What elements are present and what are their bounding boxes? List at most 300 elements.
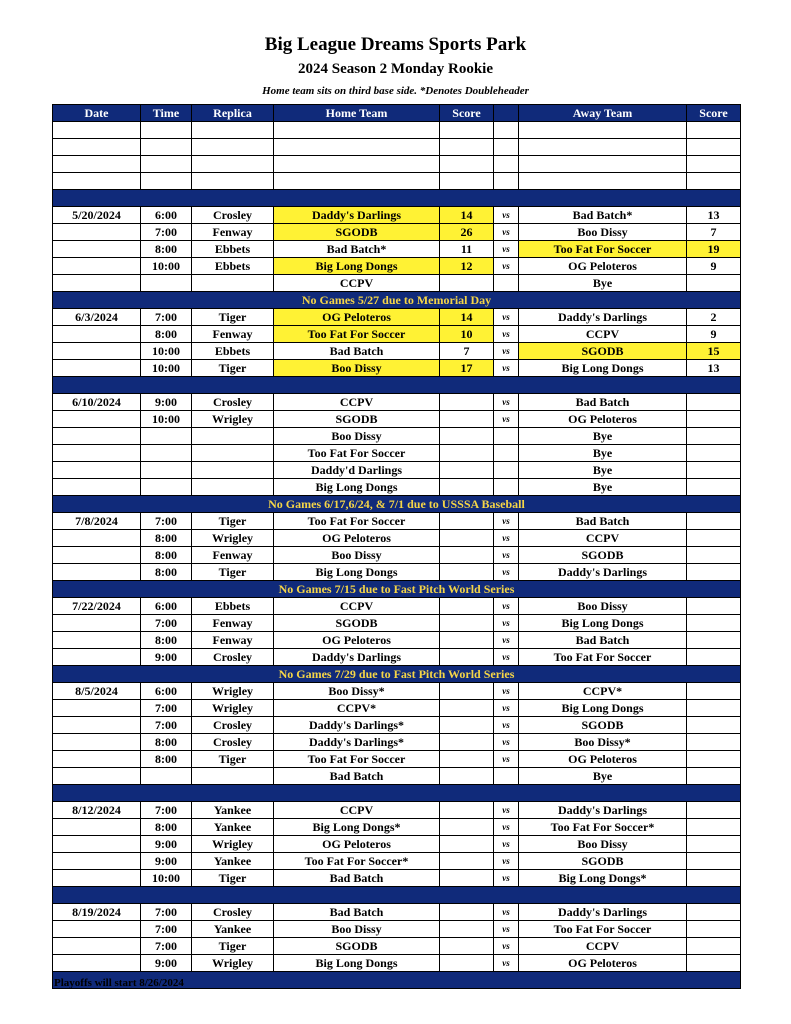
away-team-cell: Boo Dissy* <box>519 734 687 751</box>
date-cell <box>53 955 141 972</box>
away-score-cell <box>687 802 741 819</box>
vs-cell <box>494 428 519 445</box>
date-cell <box>53 700 141 717</box>
away-team-cell: CCPV <box>519 938 687 955</box>
away-team-cell: SGODB <box>519 547 687 564</box>
blank-row <box>53 173 741 190</box>
blank-cell <box>494 139 519 156</box>
time-cell: 10:00 <box>141 411 192 428</box>
vs-cell: vs <box>494 734 519 751</box>
home-team-cell: OG Peloteros <box>274 530 440 547</box>
vs-cell: vs <box>494 598 519 615</box>
time-cell: 10:00 <box>141 343 192 360</box>
time-cell: 8:00 <box>141 564 192 581</box>
game-row <box>53 683 741 700</box>
away-score-cell <box>687 870 741 887</box>
game-row <box>53 938 741 955</box>
home-team-cell: Bad Batch <box>274 904 440 921</box>
away-score-cell <box>687 904 741 921</box>
game-row <box>53 853 741 870</box>
blank-cell <box>687 122 741 139</box>
date-cell: 8/19/2024 <box>53 904 141 921</box>
away-score-cell: 7 <box>687 224 741 241</box>
away-team-cell: OG Peloteros <box>519 751 687 768</box>
replica-cell: Ebbets <box>192 241 274 258</box>
replica-cell <box>192 445 274 462</box>
replica-cell: Fenway <box>192 547 274 564</box>
vs-cell: vs <box>494 547 519 564</box>
section-band <box>53 496 741 513</box>
time-cell: 7:00 <box>141 802 192 819</box>
vs-cell: vs <box>494 717 519 734</box>
col-header-away-score: Score <box>687 105 741 122</box>
home-score-cell <box>440 632 494 649</box>
blank-row <box>53 122 741 139</box>
date-cell: 6/3/2024 <box>53 309 141 326</box>
date-cell <box>53 921 141 938</box>
blank-cell <box>192 173 274 190</box>
game-row <box>53 207 741 224</box>
home-team-cell: Bad Batch <box>274 870 440 887</box>
vs-cell <box>494 768 519 785</box>
replica-cell: Crosley <box>192 904 274 921</box>
home-score-cell <box>440 564 494 581</box>
replica-cell: Ebbets <box>192 258 274 275</box>
home-score-cell: 11 <box>440 241 494 258</box>
replica-cell: Yankee <box>192 802 274 819</box>
date-cell <box>53 938 141 955</box>
away-score-cell <box>687 836 741 853</box>
away-score-cell <box>687 462 741 479</box>
home-score-cell <box>440 649 494 666</box>
away-team-cell: Bye <box>519 445 687 462</box>
game-row <box>53 632 741 649</box>
home-score-cell <box>440 445 494 462</box>
blank-cell <box>53 139 141 156</box>
vs-cell: vs <box>494 258 519 275</box>
date-cell <box>53 547 141 564</box>
home-score-cell: 26 <box>440 224 494 241</box>
home-team-cell: SGODB <box>274 411 440 428</box>
date-cell <box>53 717 141 734</box>
home-score-cell <box>440 836 494 853</box>
away-score-cell: 9 <box>687 326 741 343</box>
away-team-cell: Boo Dissy <box>519 836 687 853</box>
time-cell: 9:00 <box>141 836 192 853</box>
replica-cell: Fenway <box>192 224 274 241</box>
home-score-cell <box>440 819 494 836</box>
date-cell <box>53 530 141 547</box>
game-row <box>53 955 741 972</box>
date-cell <box>53 326 141 343</box>
away-score-cell <box>687 768 741 785</box>
blank-cell <box>274 173 440 190</box>
col-header-vs <box>494 105 519 122</box>
away-score-cell <box>687 853 741 870</box>
game-row <box>53 649 741 666</box>
home-score-cell: 10 <box>440 326 494 343</box>
col-header-home-score: Score <box>440 105 494 122</box>
time-cell: 8:00 <box>141 632 192 649</box>
away-team-cell: Bad Batch* <box>519 207 687 224</box>
away-team-cell: Daddy's Darlings <box>519 564 687 581</box>
time-cell: 7:00 <box>141 615 192 632</box>
home-score-cell <box>440 275 494 292</box>
blank-cell <box>687 156 741 173</box>
blank-row <box>53 139 741 156</box>
blank-cell <box>519 156 687 173</box>
game-row <box>53 411 741 428</box>
home-score-cell <box>440 751 494 768</box>
time-cell: 6:00 <box>141 207 192 224</box>
away-team-cell: Big Long Dongs <box>519 700 687 717</box>
vs-cell: vs <box>494 326 519 343</box>
home-team-cell: Big Long Dongs <box>274 258 440 275</box>
home-score-cell <box>440 768 494 785</box>
away-team-cell: SGODB <box>519 343 687 360</box>
away-team-cell: Boo Dissy <box>519 224 687 241</box>
band-text: No Games 7/15 due to Fast Pitch World Series <box>53 581 741 598</box>
blank-row <box>53 156 741 173</box>
date-cell <box>53 853 141 870</box>
band-text: No Games 5/27 due to Memorial Day <box>53 292 741 309</box>
home-team-cell: Daddy's Darlings* <box>274 717 440 734</box>
away-score-cell: 9 <box>687 258 741 275</box>
replica-cell: Fenway <box>192 632 274 649</box>
section-band <box>53 292 741 309</box>
game-row <box>53 751 741 768</box>
away-team-cell: CCPV <box>519 326 687 343</box>
home-team-cell: Boo Dissy <box>274 921 440 938</box>
vs-cell: vs <box>494 530 519 547</box>
replica-cell: Wrigley <box>192 411 274 428</box>
replica-cell: Ebbets <box>192 343 274 360</box>
home-score-cell: 14 <box>440 207 494 224</box>
home-team-cell: SGODB <box>274 938 440 955</box>
blank-cell <box>192 156 274 173</box>
date-cell <box>53 360 141 377</box>
replica-cell <box>192 462 274 479</box>
blank-cell <box>53 156 141 173</box>
home-score-cell <box>440 411 494 428</box>
vs-cell: vs <box>494 632 519 649</box>
blank-cell <box>274 139 440 156</box>
replica-cell: Crosley <box>192 207 274 224</box>
home-team-cell: OG Peloteros <box>274 309 440 326</box>
away-team-cell: Big Long Dongs* <box>519 870 687 887</box>
home-score-cell <box>440 530 494 547</box>
game-row <box>53 309 741 326</box>
band-text <box>53 190 741 207</box>
date-cell <box>53 870 141 887</box>
section-band <box>53 666 741 683</box>
home-score-cell <box>440 904 494 921</box>
game-row <box>53 598 741 615</box>
vs-cell: vs <box>494 700 519 717</box>
game-row <box>53 802 741 819</box>
away-score-cell: 13 <box>687 207 741 224</box>
vs-cell: vs <box>494 955 519 972</box>
game-row <box>53 241 741 258</box>
vs-cell <box>494 445 519 462</box>
game-row <box>53 479 741 496</box>
vs-cell: vs <box>494 241 519 258</box>
away-score-cell: 2 <box>687 309 741 326</box>
home-team-cell: SGODB <box>274 224 440 241</box>
col-header-date: Date <box>53 105 141 122</box>
replica-cell: Yankee <box>192 853 274 870</box>
blank-cell <box>440 139 494 156</box>
away-team-cell: OG Peloteros <box>519 258 687 275</box>
home-team-cell: Daddy's Darlings <box>274 649 440 666</box>
replica-cell: Tiger <box>192 360 274 377</box>
section-band <box>53 190 741 207</box>
away-team-cell: CCPV* <box>519 683 687 700</box>
time-cell <box>141 768 192 785</box>
replica-cell: Fenway <box>192 615 274 632</box>
time-cell: 9:00 <box>141 853 192 870</box>
away-score-cell <box>687 547 741 564</box>
replica-cell <box>192 275 274 292</box>
home-team-cell: SGODB <box>274 615 440 632</box>
schedule-table <box>52 104 741 989</box>
away-team-cell: Daddy's Darlings <box>519 802 687 819</box>
time-cell: 7:00 <box>141 904 192 921</box>
time-cell: 10:00 <box>141 258 192 275</box>
home-team-cell: Too Fat For Soccer <box>274 513 440 530</box>
section-band <box>53 377 741 394</box>
away-score-cell <box>687 479 741 496</box>
date-cell <box>53 462 141 479</box>
vs-cell: vs <box>494 394 519 411</box>
vs-cell: vs <box>494 615 519 632</box>
away-score-cell <box>687 632 741 649</box>
home-team-cell: OG Peloteros <box>274 632 440 649</box>
date-cell <box>53 734 141 751</box>
time-cell: 8:00 <box>141 819 192 836</box>
game-row <box>53 462 741 479</box>
away-team-cell: Too Fat For Soccer* <box>519 819 687 836</box>
blank-cell <box>192 122 274 139</box>
time-cell: 8:00 <box>141 530 192 547</box>
away-score-cell <box>687 683 741 700</box>
home-score-cell <box>440 394 494 411</box>
time-cell: 7:00 <box>141 938 192 955</box>
replica-cell: Tiger <box>192 751 274 768</box>
section-band <box>53 581 741 598</box>
replica-cell: Tiger <box>192 309 274 326</box>
home-team-cell: OG Peloteros <box>274 836 440 853</box>
game-row <box>53 564 741 581</box>
replica-cell: Crosley <box>192 717 274 734</box>
away-score-cell <box>687 955 741 972</box>
game-row <box>53 530 741 547</box>
away-score-cell <box>687 649 741 666</box>
blank-cell <box>494 173 519 190</box>
date-cell <box>53 224 141 241</box>
away-team-cell: Bad Batch <box>519 632 687 649</box>
game-row <box>53 870 741 887</box>
home-team-cell: CCPV <box>274 598 440 615</box>
away-team-cell: SGODB <box>519 853 687 870</box>
home-score-cell <box>440 428 494 445</box>
band-text <box>53 377 741 394</box>
date-cell <box>53 615 141 632</box>
vs-cell: vs <box>494 360 519 377</box>
game-row <box>53 717 741 734</box>
date-cell <box>53 649 141 666</box>
date-cell: 6/10/2024 <box>53 394 141 411</box>
home-score-cell: 17 <box>440 360 494 377</box>
vs-cell: vs <box>494 836 519 853</box>
away-score-cell: 13 <box>687 360 741 377</box>
away-score-cell <box>687 938 741 955</box>
page-title: Big League Dreams Sports Park <box>264 34 527 55</box>
away-team-cell: OG Peloteros <box>519 955 687 972</box>
home-team-cell: Big Long Dongs* <box>274 819 440 836</box>
time-cell: 10:00 <box>141 870 192 887</box>
header-note: Home team sits on third base side. *Denotes Doubleheader <box>262 85 529 97</box>
game-row <box>53 326 741 343</box>
game-row <box>53 921 741 938</box>
home-team-cell: Too Fat For Soccer* <box>274 853 440 870</box>
away-score-cell <box>687 751 741 768</box>
game-row <box>53 394 741 411</box>
away-team-cell: Daddy's Darlings <box>519 904 687 921</box>
home-team-cell: Boo Dissy* <box>274 683 440 700</box>
blank-cell <box>519 139 687 156</box>
home-score-cell <box>440 734 494 751</box>
blank-cell <box>53 173 141 190</box>
replica-cell: Wrigley <box>192 530 274 547</box>
band-text <box>53 785 741 802</box>
date-cell <box>53 428 141 445</box>
game-row <box>53 768 741 785</box>
time-cell <box>141 445 192 462</box>
time-cell: 8:00 <box>141 734 192 751</box>
game-row <box>53 360 741 377</box>
date-cell: 8/12/2024 <box>53 802 141 819</box>
time-cell: 8:00 <box>141 751 192 768</box>
away-team-cell: Big Long Dongs <box>519 615 687 632</box>
home-team-cell: Bad Batch <box>274 343 440 360</box>
away-score-cell <box>687 615 741 632</box>
time-cell: 6:00 <box>141 683 192 700</box>
away-score-cell: 19 <box>687 241 741 258</box>
home-score-cell <box>440 513 494 530</box>
home-team-cell: Big Long Dongs <box>274 564 440 581</box>
home-score-cell <box>440 547 494 564</box>
home-score-cell <box>440 717 494 734</box>
away-score-cell <box>687 819 741 836</box>
time-cell: 8:00 <box>141 241 192 258</box>
vs-cell: vs <box>494 870 519 887</box>
home-team-cell: Daddy's Darlings* <box>274 734 440 751</box>
away-team-cell: CCPV <box>519 530 687 547</box>
away-score-cell: 15 <box>687 343 741 360</box>
time-cell: 7:00 <box>141 921 192 938</box>
date-cell <box>53 445 141 462</box>
away-score-cell <box>687 394 741 411</box>
date-cell <box>53 819 141 836</box>
date-cell <box>53 343 141 360</box>
away-team-cell: Big Long Dongs <box>519 360 687 377</box>
blank-cell <box>494 156 519 173</box>
date-cell <box>53 836 141 853</box>
date-cell: 7/22/2024 <box>53 598 141 615</box>
home-score-cell <box>440 938 494 955</box>
home-score-cell <box>440 853 494 870</box>
home-team-cell: Boo Dissy <box>274 428 440 445</box>
blank-cell <box>519 122 687 139</box>
time-cell: 10:00 <box>141 360 192 377</box>
away-team-cell: Bye <box>519 428 687 445</box>
col-header-away-team: Away Team <box>519 105 687 122</box>
away-team-cell: Too Fat For Soccer <box>519 649 687 666</box>
vs-cell <box>494 479 519 496</box>
game-row <box>53 343 741 360</box>
date-cell <box>53 479 141 496</box>
home-team-cell: Daddy'd Darlings <box>274 462 440 479</box>
away-score-cell <box>687 275 741 292</box>
vs-cell: vs <box>494 343 519 360</box>
away-team-cell: Bad Batch <box>519 394 687 411</box>
away-team-cell: Bad Batch <box>519 513 687 530</box>
date-cell <box>53 632 141 649</box>
home-score-cell <box>440 479 494 496</box>
section-band <box>53 785 741 802</box>
vs-cell: vs <box>494 411 519 428</box>
home-team-cell: CCPV* <box>274 700 440 717</box>
home-score-cell <box>440 870 494 887</box>
away-team-cell: Boo Dissy <box>519 598 687 615</box>
blank-cell <box>274 122 440 139</box>
home-team-cell: Too Fat For Soccer <box>274 445 440 462</box>
away-score-cell <box>687 411 741 428</box>
game-row <box>53 513 741 530</box>
replica-cell: Wrigley <box>192 955 274 972</box>
game-row <box>53 836 741 853</box>
away-team-cell: Daddy's Darlings <box>519 309 687 326</box>
home-score-cell <box>440 802 494 819</box>
game-row <box>53 428 741 445</box>
game-row <box>53 734 741 751</box>
game-row <box>53 224 741 241</box>
replica-cell: Crosley <box>192 734 274 751</box>
home-score-cell: 14 <box>440 309 494 326</box>
band-text: No Games 7/29 due to Fast Pitch World Series <box>53 666 741 683</box>
home-score-cell: 12 <box>440 258 494 275</box>
home-team-cell: Daddy's Darlings <box>274 207 440 224</box>
date-cell <box>53 564 141 581</box>
replica-cell: Tiger <box>192 938 274 955</box>
date-cell <box>53 411 141 428</box>
away-score-cell <box>687 598 741 615</box>
time-cell: 9:00 <box>141 394 192 411</box>
time-cell: 7:00 <box>141 309 192 326</box>
time-cell: 8:00 <box>141 547 192 564</box>
replica-cell: Wrigley <box>192 683 274 700</box>
blank-cell <box>440 173 494 190</box>
date-cell <box>53 768 141 785</box>
game-row <box>53 547 741 564</box>
home-team-cell: Too Fat For Soccer <box>274 326 440 343</box>
vs-cell: vs <box>494 751 519 768</box>
home-score-cell: 7 <box>440 343 494 360</box>
away-score-cell <box>687 717 741 734</box>
home-score-cell <box>440 683 494 700</box>
replica-cell <box>192 768 274 785</box>
